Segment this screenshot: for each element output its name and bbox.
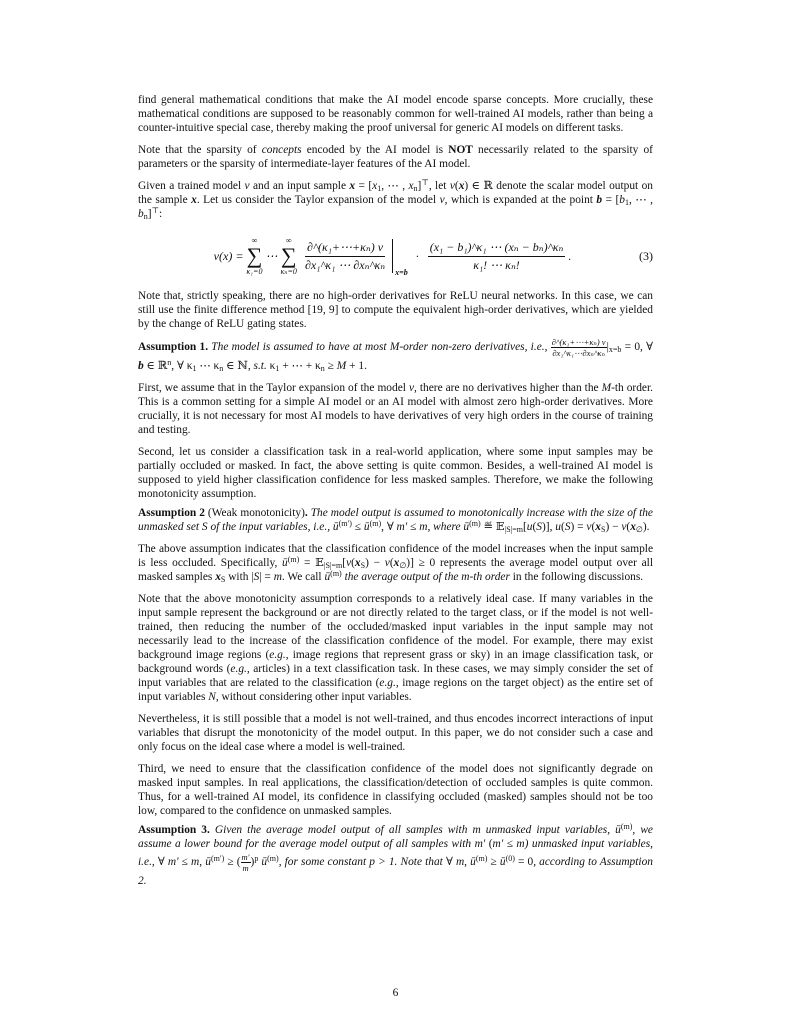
math-token: x — [595, 521, 601, 533]
math-token: m — [455, 856, 465, 869]
paragraph — [138, 712, 653, 754]
text-run: and an input sample — [249, 180, 350, 192]
math-token: ū — [261, 856, 268, 869]
paragraph — [138, 381, 653, 437]
sum-upper: ∞ — [251, 236, 258, 245]
text-run: ∀ — [157, 856, 168, 869]
fraction-denominator: m — [242, 863, 249, 873]
math-token: ū — [463, 521, 470, 533]
math-token: ū — [324, 571, 331, 583]
dots: ⋯ — [265, 249, 278, 263]
text-run: , articles) in a text classification task. In these cases, we may simply consider the set of input variables that are related to the classification ( — [138, 663, 654, 689]
text-run: ( — [389, 557, 394, 569]
paragraph — [138, 762, 653, 818]
math-token: v — [384, 557, 390, 569]
text-run: the average output of the m-th order — [341, 571, 510, 583]
math-token: ⊤ — [421, 178, 429, 187]
text-run: ) = — [570, 521, 587, 533]
math-token: v — [439, 194, 445, 206]
text-run: , according to Assumption 2. — [138, 856, 653, 887]
text-run: ≥ — [487, 856, 500, 869]
text-run: The model output is assumed to monotonically increase with the size of the unmasked set — [138, 507, 653, 533]
text-run: = 0 — [514, 856, 534, 869]
paragraph — [138, 143, 653, 171]
math-token: (m) — [267, 854, 279, 864]
text-run: , image regions on the target object) as the entire set of input variables — [138, 677, 653, 703]
text-run: [ — [523, 521, 527, 533]
text-run: + 1. — [346, 360, 367, 372]
math-token: 1 — [624, 198, 629, 207]
text-run: ∈ ℕ, — [223, 360, 254, 372]
text-run: Given a trained model — [138, 180, 245, 192]
math-token: v — [621, 521, 627, 533]
text-run: -order non-zero derivatives, i.e., — [399, 341, 551, 354]
text-run: )], — [542, 521, 556, 533]
paragraph — [138, 592, 653, 704]
text-run: NOT — [448, 144, 473, 156]
text-run: , for some constant — [278, 856, 370, 869]
text-run: = [ — [355, 180, 373, 192]
math-token: p — [254, 854, 259, 864]
text-run: ] — [147, 208, 152, 220]
math-token: n — [167, 358, 172, 367]
text-run: > 1. Note that — [374, 856, 446, 869]
math-token: (m′) — [338, 519, 352, 528]
math-token: S — [253, 571, 260, 583]
assumption-paragraph — [138, 823, 653, 888]
text-run: ( — [561, 521, 565, 533]
math-token: (m) — [469, 519, 481, 528]
text-run: ≤ — [503, 838, 517, 850]
math-token: x — [191, 194, 197, 206]
math-token: m′ — [396, 521, 408, 533]
text-run: , — [199, 856, 206, 869]
math-token: x=b — [608, 345, 622, 355]
text-run: | — [606, 341, 609, 354]
text-run: | = — [259, 571, 274, 583]
text-run: with | — [225, 571, 254, 583]
text-run: , image regions that represent grass or sky) in an image classification task, or background words ( — [138, 649, 653, 675]
math-token: (m′) — [210, 854, 225, 864]
math-token: ū — [363, 521, 370, 533]
math-token: v — [408, 382, 414, 394]
text-run: ≤ — [351, 521, 364, 533]
evaluation-bar — [392, 239, 393, 273]
paper-body — [138, 93, 653, 896]
text-run: , there are no derivatives higher than the — [414, 382, 602, 394]
math-token: m — [191, 856, 200, 869]
math-token: m′ — [167, 856, 179, 869]
text-run: , ∀ κ — [171, 360, 193, 372]
text-run: , without considering other input variables. — [215, 691, 412, 703]
math-token: x — [354, 557, 361, 569]
multiply-dot: · — [415, 249, 419, 263]
math-token: u — [526, 521, 533, 533]
sigma-icon: ∑ — [280, 243, 297, 268]
derivative-fraction — [303, 240, 387, 273]
math-token: v — [586, 521, 592, 533]
math-token: 1 — [275, 364, 280, 373]
text-run: e.g. — [230, 663, 247, 675]
text-run: Given the average model output of all samples with — [209, 824, 473, 836]
text-run: = [ — [602, 194, 620, 206]
math-token: |S|=m — [504, 525, 523, 534]
text-run: ( — [485, 838, 493, 850]
text-run: The model is assumed to have at most — [208, 341, 390, 354]
math-token: m — [516, 838, 525, 850]
derivative-numerator: ∂^(κ₁+⋯+κₙ) v — [305, 240, 385, 257]
text-run: The above assumption indicates that the classification confidence of the model increases when the input sample is less occluded. Specifically, — [138, 543, 653, 569]
text-run: s.t. — [253, 360, 267, 372]
paragraph — [138, 445, 653, 501]
math-token: x — [393, 557, 400, 569]
text-run: (Weak monotonicity) — [204, 507, 305, 519]
math-token: S — [220, 575, 226, 584]
text-run: . We call — [281, 571, 325, 583]
text-run: ( — [454, 180, 459, 192]
fraction-numerator: ∂^(κ₁+⋯+κₙ) v — [551, 337, 606, 347]
equation-number: (3) — [639, 249, 653, 263]
math-token: ∅ — [399, 561, 407, 570]
math-token: b — [619, 194, 625, 206]
math-token: ū — [499, 856, 506, 869]
math-token: x — [408, 180, 414, 192]
text-run: ≥ — [324, 360, 337, 372]
math-token: ⊤ — [151, 206, 160, 215]
math-token: ū — [205, 856, 211, 869]
fraction-numerator: m′ — [241, 852, 250, 862]
text-run: , which is expanded at the point — [444, 194, 597, 206]
equation-3 — [138, 229, 653, 283]
math-token: b — [596, 194, 603, 206]
math-token: n — [320, 364, 325, 373]
math-token: x — [630, 521, 636, 533]
math-token: M — [336, 360, 347, 372]
math-token: M — [389, 341, 400, 354]
derivative-denominator: ∂x₁^κ₁ ⋯ ∂xₙ^κₙ — [304, 257, 386, 272]
term-numerator: (x₁ − b₁)^κ₁ ⋯ (xₙ − bₙ)^κₙ — [428, 240, 566, 257]
math-token: 1 — [192, 364, 197, 373]
text-run: necessarily related to the sparsity of parameters or the sparsity of intermediate-layer features of the AI model. — [138, 144, 653, 170]
text-run: Note that the above monotonicity assumption corresponds to a relatively ideal case. If many variables in the input sample represent the background or are not directly related to the target class, or if the model is not well-trained, then reducing the number of the occluded/masked input variables in the input sample may not necessarily lead to the increase of the classification confidence of the model. For example, there may exist background image regions ( — [138, 593, 653, 661]
paragraph — [138, 289, 653, 331]
text-run: , let — [428, 180, 450, 192]
text-run: e.g. — [379, 677, 396, 689]
paragraph — [138, 93, 653, 135]
math-token: u — [555, 521, 561, 533]
math-token: S — [600, 525, 606, 534]
text-run: ∀ — [445, 856, 456, 869]
math-token: v — [244, 180, 250, 192]
inline-fraction — [241, 852, 251, 873]
math-token: ∅ — [635, 525, 643, 534]
text-run: encoded by the AI model is — [301, 144, 449, 156]
math-token: ū — [470, 856, 476, 869]
math-token: N — [208, 691, 216, 703]
text-run: [ — [342, 557, 347, 569]
math-token: M — [601, 382, 612, 394]
math-token: m — [419, 521, 428, 533]
text-run: ) unmasked input variables, i.e., — [138, 838, 653, 869]
text-run: Second, let us consider a classification task in a real-world application, where some input samples may be partially occluded or masked. In fact, the above setting is quite common. Besides, a well-trained AI model is supposed to yield higher classification confidence for less masked samples. Therefore, we make the following monotonicity assumption. — [138, 446, 653, 500]
equation-body — [138, 236, 627, 276]
text-run: e.g. — [269, 649, 286, 661]
math-token: (m) — [620, 822, 633, 831]
math-token: x — [458, 180, 465, 192]
paragraph — [138, 542, 653, 584]
text-run: , ∀ — [381, 521, 397, 533]
math-token: b — [138, 360, 144, 372]
sum-kappa1 — [246, 236, 262, 276]
text-run: )] ≥ 0 represents the average model output over all masked samples — [138, 557, 654, 583]
text-run: ∈ ℝ — [143, 360, 168, 372]
math-token: b — [138, 208, 144, 220]
math-token: m′ — [492, 838, 504, 850]
text-run: Assumption 3. — [138, 824, 210, 836]
text-run: ( — [351, 557, 355, 569]
text-run: ⋯ κ — [196, 360, 220, 372]
math-token: n — [143, 212, 148, 221]
eq-period: . — [568, 249, 572, 263]
text-run: Nevertheless, it is still possible that a model is not well-trained, and thus encodes incorrect interactions of input variables that disrupt the monotonicity of the model output. In this paper, we do not consider such a case and only focus on the ideal case where a model is well-trained. — [138, 713, 653, 753]
taylor-term-fraction — [428, 240, 566, 273]
text-run: Assumption 1. — [138, 341, 209, 354]
text-run: : — [159, 208, 163, 220]
text-run: = 𝔼 — [299, 557, 324, 569]
text-run: ] — [417, 180, 422, 192]
term-denominator: κ₁! ⋯ κₙ! — [473, 257, 520, 272]
text-run: concepts — [261, 144, 302, 156]
eq-lhs: v(x) = — [213, 249, 244, 263]
math-token: S — [564, 521, 571, 533]
math-token: S — [536, 521, 542, 533]
sum-kappan — [280, 236, 296, 276]
math-token: (m) — [330, 569, 342, 578]
text-run: , — [464, 856, 471, 869]
inline-fraction — [551, 337, 607, 358]
text-run: . Let us consider the Taylor expansion of the model — [196, 194, 440, 206]
math-token: x — [372, 180, 378, 192]
text-run: = 0, ∀ — [621, 341, 653, 354]
sigma-icon: ∑ — [246, 243, 263, 268]
math-token: n — [219, 364, 224, 373]
math-token: x — [215, 571, 221, 583]
text-run: ( — [532, 521, 537, 533]
math-token: S — [360, 561, 366, 570]
math-token: m — [273, 571, 282, 583]
text-run: ). — [642, 521, 650, 533]
math-token: v — [449, 180, 455, 192]
text-run: ) − — [365, 557, 385, 569]
math-token: (m) — [287, 555, 300, 564]
text-run: of the input variables, i.e., — [207, 521, 333, 533]
text-run: in the following discussions. — [509, 571, 644, 583]
text-run: , where — [427, 521, 464, 533]
math-token: S — [201, 521, 208, 533]
text-run: ≝ 𝔼 — [480, 521, 505, 533]
text-run: ≥ ( — [224, 856, 241, 869]
text-run: ≤ — [178, 856, 192, 869]
assumption-paragraph — [138, 506, 653, 534]
sum-lower: κₙ=0 — [280, 267, 297, 276]
text-run: ) − — [605, 521, 622, 533]
math-token: (0) — [505, 854, 515, 864]
math-token: 1 — [377, 184, 382, 193]
math-token: p — [369, 856, 375, 869]
math-token: m′ — [474, 838, 486, 850]
assumption-paragraph — [138, 336, 653, 373]
math-token: (m) — [475, 854, 488, 864]
text-run: Assumption 2 — [138, 507, 205, 519]
text-run: Note that the sparsity of — [138, 144, 262, 156]
text-run: , ⋯ , — [381, 180, 409, 192]
evaluation — [392, 239, 408, 277]
text-run: . — [304, 507, 308, 519]
text-run: -th order. This is a common setting for a simple AI model or an AI model with almost zero high-order derivatives. More crucially, it is not necessary for most AI models to have derivatives of very high orders in the course of training and testing. — [138, 382, 653, 436]
text-run: ) ∈ ℝ denote the scalar model output on the sample — [138, 180, 653, 206]
text-run: ≤ — [407, 521, 420, 533]
text-run: First, we assume that in the Taylor expansion of the model — [138, 382, 409, 394]
math-token: m — [472, 824, 481, 836]
fraction-denominator: ∂x₁^κ₁⋯∂xₙ^κₙ — [552, 348, 605, 358]
math-token: |S|=m — [323, 561, 343, 570]
text-run: Third, we need to ensure that the classification confidence of the model does not significantly degrade on masked input samples. In real applications, the classification/detection of occluded samples is quite common. Thus, for a well-trained AI model, its confidence in classifying occluded (masked) samples should not be too low, compared to the confidence on unmasked samples. — [138, 763, 653, 817]
math-token: ū — [615, 824, 621, 836]
text-run: ) — [250, 856, 255, 869]
text-run: κ — [266, 360, 276, 372]
text-run: , we assume a lower bound for the average model output of all samples with — [138, 824, 653, 850]
text-run: ( — [626, 521, 631, 533]
text-run: ( — [591, 521, 596, 533]
math-token: v — [346, 557, 352, 569]
text-run: unmasked input variables, — [480, 824, 616, 836]
evaluation-point: x=b — [395, 268, 408, 277]
math-token: x — [349, 180, 356, 192]
sum-upper: ∞ — [285, 236, 292, 245]
text-run: Note that, strictly speaking, there are no high-order derivatives for ReLU neural networks. In this case, we can still use the finite difference method [19, 9] to compute the equivalent high-order derivatives, which are yielded by the change of ReLU gating states. — [138, 290, 653, 330]
math-token: (m) — [369, 519, 382, 528]
page-number: 6 — [392, 987, 399, 999]
math-token: ū — [282, 557, 288, 569]
math-token: n — [413, 184, 418, 193]
math-token: ū — [332, 521, 339, 533]
text-run: + ⋯ + κ — [279, 360, 321, 372]
text-run: find general mathematical conditions that make the AI model encode sparse concepts. More crucially, these mathematical conditions are supposed to be reasonably common for well-trained AI models, rather than being a counter-intuitive special case, thereby making the proof universal for generic AI models on different tasks. — [138, 94, 653, 134]
sum-lower: κ₁=0 — [246, 267, 263, 276]
paragraph — [138, 179, 653, 221]
text-run: , ⋯ , — [628, 194, 653, 206]
